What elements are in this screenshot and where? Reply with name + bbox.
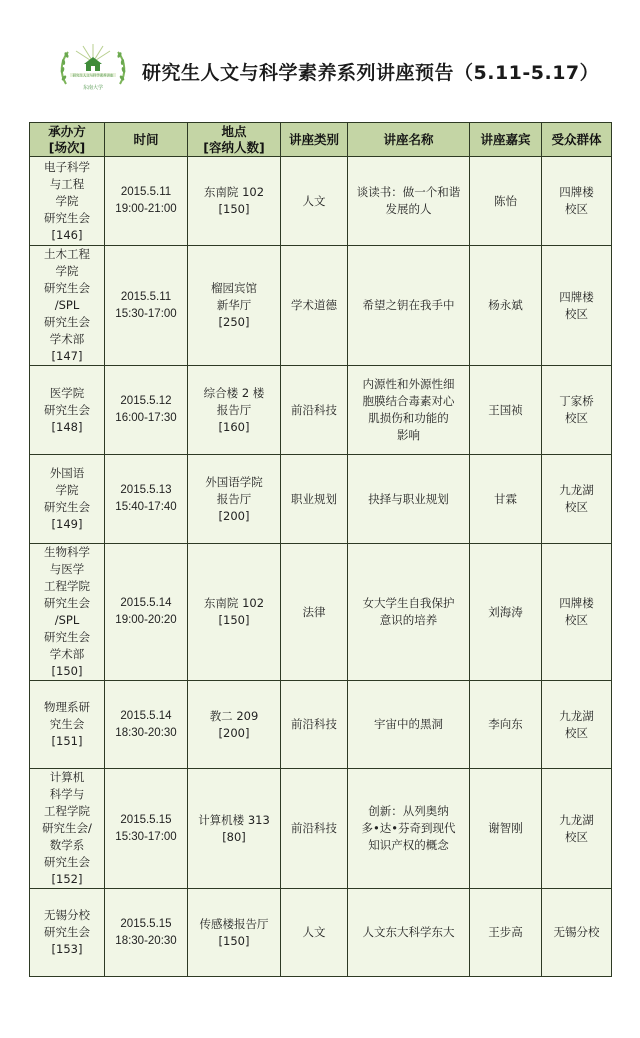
table-row [30, 157, 612, 246]
table-row [30, 889, 612, 977]
speaker-cell [470, 889, 542, 977]
audience-cell [542, 455, 612, 544]
header-label-line: [容纳人数] [203, 139, 265, 155]
organizer-line: 无锡分校 [44, 908, 90, 922]
header-label-line: 讲座名称 [383, 131, 434, 147]
venue-line: [150] [218, 933, 250, 948]
venue-cell [188, 769, 281, 889]
time-line: 18:30-20:30 [115, 726, 177, 739]
venue-line: 报告厅 [216, 491, 252, 506]
venue-cell [188, 366, 281, 455]
time-cell [105, 366, 188, 455]
audience-line: 校区 [565, 725, 588, 740]
topic-line: 谈读书：做一个和谐 [356, 185, 461, 199]
topic-cell [348, 544, 470, 681]
organizer-line: [146] [51, 227, 83, 242]
organizer-line: 医学院 [49, 385, 85, 400]
audience-cell [542, 366, 612, 455]
organizer-line: 与医学 [49, 562, 85, 576]
organizer-line: 与工程 [49, 176, 85, 191]
header-label-line: [场次] [48, 139, 86, 155]
time-line: 2015.5.15 [120, 813, 172, 826]
organizer-cell [30, 455, 105, 544]
time-cell [105, 246, 188, 366]
table-row [30, 769, 612, 889]
category-line: 前沿科技 [291, 402, 337, 417]
organizer-line: 工程学院 [44, 804, 90, 818]
organizer-line: 工程学院 [44, 579, 90, 593]
audience-line: 校区 [565, 411, 588, 425]
organizer-line: 研究生会 [44, 281, 90, 295]
topic-line: 希望之钥在我手中 [362, 298, 455, 312]
venue-line: 榴园宾馆 [211, 281, 257, 295]
audience-line: 校区 [565, 202, 588, 216]
organizer-line: [153] [51, 942, 83, 956]
topic-line: 意识的培养 [379, 613, 438, 627]
organizer-line: 学院 [55, 193, 79, 208]
time-line: 2015.5.15 [120, 917, 172, 930]
category-header [281, 123, 348, 157]
logo-seal-text: 东南大学 [82, 85, 104, 91]
time-cell [105, 889, 188, 977]
venue-line: 综合楼 2 楼 [203, 385, 265, 400]
time-line: 16:00-17:30 [115, 412, 177, 424]
organizer-line: 研究生会/ [42, 821, 92, 835]
header-label-line: 讲座类别 [288, 131, 339, 147]
audience-cell [542, 157, 612, 246]
category-line: 法律 [302, 604, 326, 619]
topic-cell [348, 681, 470, 769]
speaker-line: 谢智刚 [488, 821, 523, 835]
audience-cell [542, 681, 612, 769]
table-row [30, 366, 612, 455]
table-header-row [30, 123, 612, 157]
organizer-line: 研究生会 [44, 630, 90, 644]
organizer-line: [150] [51, 664, 83, 678]
organizer-header [30, 123, 105, 157]
audience-cell [542, 769, 612, 889]
header-label-line: 受众群体 [551, 131, 602, 147]
venue-line: 新华厅 [216, 298, 252, 312]
time-line: 2015.5.11 [120, 290, 172, 303]
audience-line: 校区 [565, 829, 588, 844]
venue-line: 传感楼报告厅 [199, 916, 269, 931]
speaker-header [470, 123, 542, 157]
audience-cell [542, 889, 612, 977]
time-line: 2015.5.14 [120, 597, 172, 609]
topic-cell [348, 769, 470, 889]
speaker-cell [470, 681, 542, 769]
organizer-line: 研究生会 [44, 315, 90, 329]
speaker-cell [470, 769, 542, 889]
speaker-cell [470, 246, 542, 366]
time-line: 15:30-17:00 [115, 307, 177, 320]
category-line: 前沿科技 [291, 717, 337, 731]
topic-header [348, 123, 470, 157]
topic-cell [348, 157, 470, 246]
table-row [30, 455, 612, 544]
audience-line: 丁家桥 [559, 394, 594, 408]
logo-caption: 研究生人文与科学素养讲座 [72, 73, 114, 78]
audience-cell [542, 246, 612, 366]
audience-line: 九龙湖 [559, 708, 594, 723]
category-cell [281, 366, 348, 455]
table-row [30, 544, 612, 681]
topic-line: 女大学生自我保护 [362, 596, 455, 610]
organizer-cell [30, 246, 105, 366]
organizer-line: [149] [51, 517, 83, 531]
organizer-line: /SPL [54, 613, 80, 627]
speaker-line: 王国祯 [488, 402, 523, 417]
audience-line: 校区 [565, 306, 588, 321]
header-label-line: 时间 [133, 131, 159, 147]
organizer-line: /SPL [54, 298, 80, 312]
category-line: 人文 [302, 193, 326, 208]
topic-line: 多•达•芬奇到现代 [361, 821, 456, 835]
organizer-line: [152] [51, 872, 83, 886]
organizer-cell [30, 889, 105, 977]
audience-cell [542, 544, 612, 681]
organizer-line: [148] [51, 419, 83, 434]
topic-line: 发展的人 [385, 202, 432, 216]
organizer-line: 研究生会 [44, 402, 90, 417]
time-cell [105, 544, 188, 681]
time-line: 2015.5.11 [120, 186, 172, 198]
topic-line: 创新：从列奥纳 [368, 804, 449, 818]
organizer-line: 学院 [55, 264, 79, 278]
speaker-line: 王步高 [488, 925, 523, 939]
audience-line: 九龙湖 [559, 483, 594, 497]
page-title: 研究生人文与科学素养系列讲座预告（5.11-5.17） [142, 62, 600, 84]
organizer-line: 科学与 [49, 787, 85, 801]
organizer-cell [30, 366, 105, 455]
venue-line: 东南院 102 [203, 185, 265, 199]
venue-header [188, 123, 281, 157]
audience-line: 九龙湖 [559, 812, 594, 827]
speaker-cell [470, 366, 542, 455]
header-label-line: 承办方 [48, 123, 86, 139]
category-line: 人文 [302, 925, 326, 939]
organizer-line: 电子科学 [44, 159, 90, 174]
organizer-line: 外国语 [49, 466, 85, 480]
venue-line: [150] [218, 613, 250, 627]
organizer-line: 研究生会 [44, 210, 90, 225]
category-cell [281, 889, 348, 977]
organizer-line: 学术部 [49, 647, 85, 661]
time-header [105, 123, 188, 157]
venue-line: 外国语学院 [205, 474, 263, 489]
venue-line: [160] [218, 419, 250, 434]
speaker-cell [470, 544, 542, 681]
venue-line: [200] [218, 725, 250, 740]
category-cell [281, 246, 348, 366]
organizer-line: [147] [51, 349, 83, 363]
venue-line: [200] [218, 508, 250, 523]
topic-line: 人文东大科学东大 [362, 925, 455, 939]
topic-cell [348, 455, 470, 544]
time-line: 2015.5.14 [120, 709, 172, 722]
speaker-line: 杨永斌 [488, 298, 523, 312]
venue-line: [150] [218, 202, 250, 216]
topic-line: 知识产权的概念 [368, 838, 449, 852]
organizer-cell [30, 681, 105, 769]
venue-line: 计算机楼 313 [198, 812, 270, 827]
topic-line: 肌损伤和功能的 [368, 411, 449, 425]
organizer-line: 生物科学 [44, 545, 90, 559]
organizer-line: 研究生会 [44, 596, 90, 610]
venue-line: [250] [218, 315, 250, 329]
audience-line: 无锡分校 [553, 925, 600, 939]
category-line: 职业规划 [291, 491, 337, 506]
category-cell [281, 544, 348, 681]
topic-line: 宇宙中的黑洞 [374, 717, 443, 731]
header-label-line: 讲座嘉宾 [480, 131, 531, 147]
organizer-line: 究生会 [49, 717, 85, 731]
page-header [56, 40, 616, 100]
topic-line: 抉择与职业规划 [368, 491, 449, 506]
speaker-line: 李向东 [488, 717, 523, 731]
venue-cell [188, 889, 281, 977]
category-line: 学术道德 [291, 298, 337, 312]
speaker-cell [470, 157, 542, 246]
organizer-cell [30, 769, 105, 889]
category-cell [281, 769, 348, 889]
organizer-cell [30, 157, 105, 246]
time-line: 2015.5.13 [120, 484, 172, 496]
venue-line: 东南院 102 [203, 596, 265, 610]
venue-cell [188, 544, 281, 681]
topic-cell [348, 889, 470, 977]
venue-cell [188, 157, 281, 246]
organizer-line: 物理系研 [44, 700, 90, 714]
organizer-line: 学院 [55, 483, 79, 497]
time-cell [105, 157, 188, 246]
audience-line: 校区 [565, 500, 588, 514]
category-line: 前沿科技 [291, 821, 337, 835]
time-line: 2015.5.12 [120, 395, 172, 407]
topic-line: 胞膜结合毒素对心 [362, 394, 455, 408]
organizer-line: 研究生会 [44, 925, 90, 939]
organizer-line: [151] [51, 734, 83, 748]
table-row [30, 246, 612, 366]
time-cell [105, 681, 188, 769]
audience-line: 四牌楼 [559, 289, 594, 304]
topic-line: 影响 [397, 428, 420, 442]
organizer-cell [30, 544, 105, 681]
venue-line: [80] [222, 829, 246, 844]
organizer-line: 学术部 [49, 332, 85, 346]
organizer-line: 计算机 [49, 770, 85, 784]
organizer-line: 研究生会 [44, 855, 90, 869]
venue-cell [188, 246, 281, 366]
organizer-line: 数学系 [49, 838, 85, 852]
category-cell [281, 681, 348, 769]
venue-line: 报告厅 [216, 402, 252, 417]
time-line: 19:00-20:20 [115, 614, 177, 626]
speaker-line: 甘霖 [494, 491, 517, 506]
time-line: 19:00-21:00 [115, 203, 177, 215]
venue-cell [188, 455, 281, 544]
time-line: 18:30-20:30 [115, 934, 177, 947]
audience-line: 四牌楼 [559, 185, 594, 199]
category-cell [281, 157, 348, 246]
header-label-line: 地点 [221, 123, 247, 139]
organizer-line: 土木工程 [44, 247, 90, 261]
audience-header [542, 123, 612, 157]
category-cell [281, 455, 348, 544]
speaker-cell [470, 455, 542, 544]
time-cell [105, 769, 188, 889]
venue-cell [188, 681, 281, 769]
time-line: 15:30-17:00 [115, 830, 177, 843]
table-row [30, 681, 612, 769]
organizer-line: 研究生会 [44, 500, 90, 514]
time-line: 15:40-17:40 [115, 501, 177, 513]
audience-line: 校区 [565, 613, 588, 627]
lecture-schedule-table [29, 122, 612, 977]
time-cell [105, 455, 188, 544]
speaker-line: 刘海涛 [488, 604, 523, 619]
topic-cell [348, 366, 470, 455]
topic-cell [348, 246, 470, 366]
topic-line: 内源性和外源性细 [362, 377, 455, 391]
venue-line: 教二 209 [209, 708, 259, 723]
audience-line: 四牌楼 [559, 596, 594, 610]
speaker-line: 陈怡 [494, 193, 517, 208]
university-logo [56, 40, 130, 98]
